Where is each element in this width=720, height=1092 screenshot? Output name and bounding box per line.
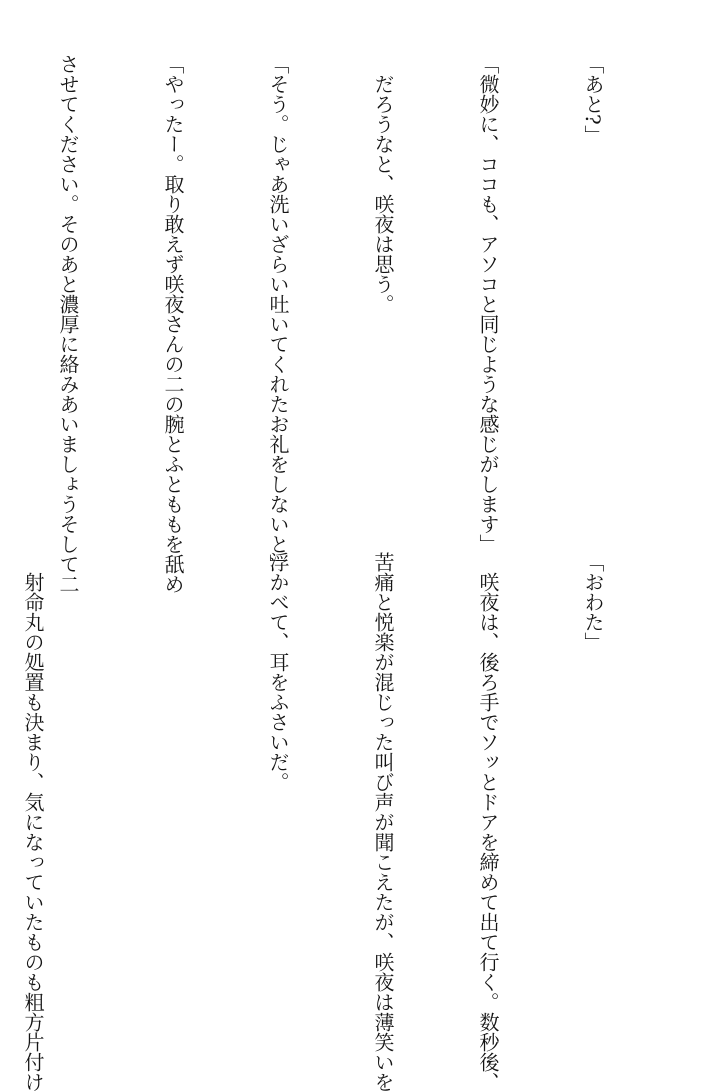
text-line: させてください。そのあと濃厚に絡みあいましょうそして二 xyxy=(56,54,80,594)
text-line: だろうなと、咲夜は思う。 xyxy=(371,54,395,314)
text-line: 苦痛と悦楽が混じった叫び声が聞こえたが、咲夜は薄笑いを xyxy=(371,552,395,1092)
text-block-top xyxy=(40,54,680,594)
text-line: 浮かべて、耳をふさいだ。 xyxy=(266,552,290,792)
text-line: 「おわた」 xyxy=(581,552,605,652)
text-line: 射命丸の処置も決まり、気になっていたものも粗方片付け xyxy=(21,552,45,1092)
text-line: 「微妙に、ココも、アソコと同じような感じがします」 xyxy=(476,54,500,554)
text-block-bottom xyxy=(21,552,680,1092)
text-line: 「やったー。取り敢えず咲夜さんの二の腕とふとももを舐め xyxy=(161,54,185,594)
text-line: 「そう。じゃあ洗いざらい吐いてくれたお礼をしないと」 xyxy=(266,54,290,574)
text-line: 「あと?」 xyxy=(581,54,605,145)
text-line: 咲夜は、後ろ手でソッとドアを締めて出て行く。数秒後、 xyxy=(476,552,500,1092)
